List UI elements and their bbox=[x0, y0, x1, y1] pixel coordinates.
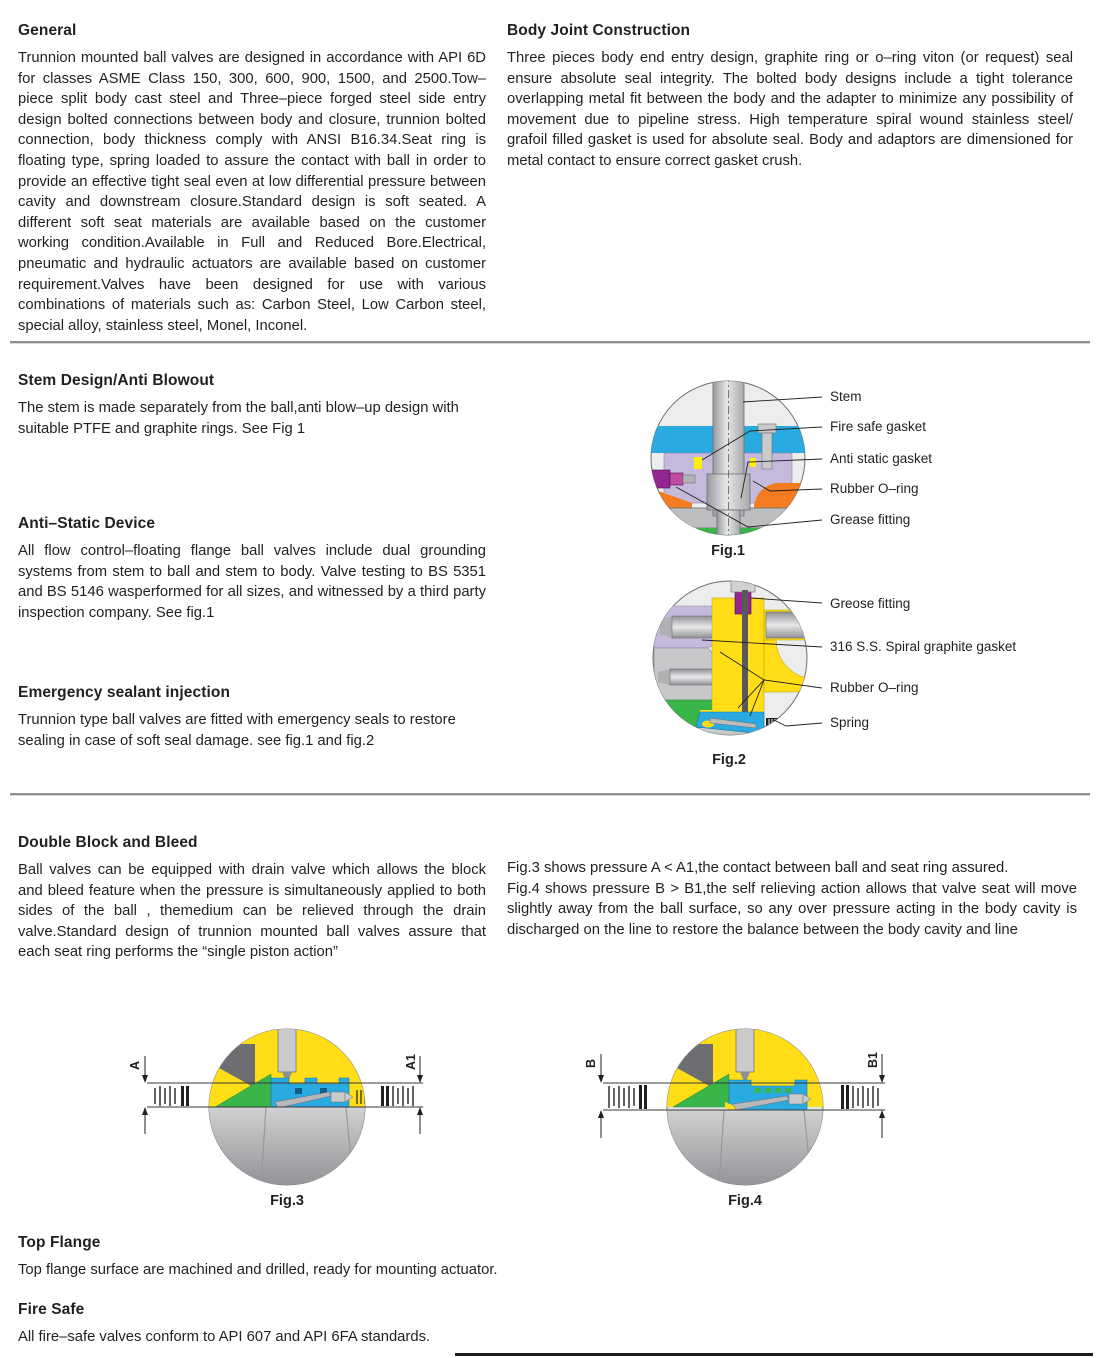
dbb-body-right-line2: Fig.4 shows pressure B > B1,the self relieving action allows that valve seat will move slightly away from the ball surface, so any over pressure acting in the body cavity is discharged on the line to restore the balance between the body cavity and line bbox=[507, 880, 1077, 938]
section-general bbox=[18, 22, 486, 336]
fig2-label-greose-fitting: Greose fitting bbox=[830, 596, 911, 611]
section-stem-design bbox=[18, 372, 478, 439]
general-heading: General bbox=[18, 22, 77, 39]
fig4-spring-hatch-left bbox=[609, 1085, 647, 1109]
dbb-heading: Double Block and Bleed bbox=[18, 834, 198, 851]
section-emergency-sealant bbox=[18, 684, 486, 751]
fig2-label-spiral-graphite-gasket: 316 S.S. Spiral graphite gasket bbox=[830, 639, 1017, 654]
fig3-stem bbox=[278, 1020, 296, 1072]
section-dbb-right bbox=[507, 858, 1077, 940]
general-body: Trunnion mounted ball valves are designed in accordance with API 6D for classes ASME Class 150, 300, 600, 900, 1500, and 2500.Tow–piece split body cast steel and Three–piece forged steel side entry design bolted connections between body and closure, trunnion bolted connection, body thickness comply with ANSI B16.34.Seat ring is floating type, spring loaded to assure the contact with ball in order to provide an effective tight seal even at low differential pressure between cavity and downstream closure.Standard design is soft seated. A different soft seat materials are available based on the customer working condition.Available in Full and Reduced Bore.Electrical, pneumatic and hydraulic actuators are available based on customer requirement.Valves have been designed for use with various combinations of materials such as: Carbon Steel, Low Carbon steel, special alloy, stainless steel, Monel, Inconel. bbox=[18, 50, 486, 334]
fig4-dim-B: B bbox=[584, 1058, 598, 1068]
fig2-seat-housing-yellow bbox=[712, 598, 764, 724]
fig2-bolt-head bbox=[766, 612, 808, 638]
body-joint-body: Three pieces body end entry design, graphite ring or o–ring viton (or request) seal ensure absolute seal integrity. The bolted body designs include a tight tolerance overlapping metal fit between the body and the adapter to minimize any possibility of movement due to pipeline stress. High temperature spiral wound stainless steel/ grafoil filled gasket is used for absolute seal. Body and adaptors are dimensioned for metal contact to ensure correct gasket crush. bbox=[507, 50, 1073, 169]
fig1-diagram bbox=[650, 374, 1090, 550]
fig3-diagram bbox=[115, 1018, 465, 1190]
divider-top bbox=[10, 341, 1090, 344]
top-flange-body: Top flange surface are machined and drilled, ready for mounting actuator. bbox=[18, 1262, 498, 1278]
fig4-spring-hatch-right bbox=[841, 1085, 878, 1109]
fig3-dim-A1: A1 bbox=[404, 1054, 418, 1070]
fig1-label-rubber-o-ring: Rubber O–ring bbox=[830, 481, 919, 496]
fig3-spring-hatch-right bbox=[381, 1086, 413, 1106]
divider-bottom bbox=[455, 1353, 1093, 1356]
fig4-stem bbox=[736, 1020, 754, 1072]
fig4-caption: Fig.4 bbox=[728, 1193, 762, 1209]
fire-safe-body: All fire–safe valves conform to API 607 and API 6FA standards. bbox=[18, 1329, 431, 1345]
anti-static-body: All flow control–floating flange ball valves include dual grounding systems from stem to ball and stem to body. Valve testing to BS 5351 and BS 5146 wasperformed for all sizes, and witnessed by a third party inspection company. See fig.1 bbox=[18, 543, 486, 621]
stem-design-body: The stem is made separately from the ball,anti blow–up design with suitable PTFE and graphite rings. See Fig 1 bbox=[18, 400, 459, 437]
fig1-grease-gland bbox=[652, 470, 670, 488]
dbb-body-right-line1: Fig.3 shows pressure A < A1,the contact between ball and seat ring assured. bbox=[507, 860, 1009, 876]
stem-design-heading: Stem Design/Anti Blowout bbox=[18, 372, 215, 389]
emergency-sealant-heading: Emergency sealant injection bbox=[18, 684, 231, 701]
fig3-spring-hatch-left bbox=[155, 1086, 189, 1106]
emergency-sealant-body: Trunnion type ball valves are fitted with emergency seals to restore sealing in case of soft seal damage. see fig.1 and fig.2 bbox=[18, 712, 456, 749]
section-dbb-left bbox=[18, 834, 486, 963]
fig4-dim-B1: B1 bbox=[866, 1052, 880, 1068]
fire-safe-heading: Fire Safe bbox=[18, 1301, 85, 1318]
fig3-ball-gray bbox=[207, 1107, 369, 1189]
fig1-label-fire-safe-gasket: Fire safe gasket bbox=[830, 419, 927, 434]
fig3-caption: Fig.3 bbox=[270, 1193, 304, 1209]
section-body-joint bbox=[507, 22, 1073, 172]
body-joint-heading: Body Joint Construction bbox=[507, 22, 691, 39]
section-top-flange bbox=[18, 1234, 718, 1281]
dbb-body-left: Ball valves can be equipped with drain valve which allows the block and bleed feature when the pressure is simultaneously applied to both sides of the ball , themedium can be relieved through the drain valve.Standard design of trunnion mounted ball valves assure that each seat ring performs the “single piston action” bbox=[18, 862, 486, 961]
divider-middle bbox=[10, 793, 1090, 796]
fig1-label-grease-fitting: Grease fitting bbox=[830, 512, 911, 527]
fig2-label-spring: Spring bbox=[830, 715, 870, 730]
section-fire-safe bbox=[18, 1301, 718, 1348]
section-anti-static bbox=[18, 515, 486, 623]
fig2-caption: Fig.2 bbox=[712, 752, 746, 768]
fig1-label-anti-static-gasket: Anti static gasket bbox=[830, 451, 933, 466]
fig2-diagram bbox=[650, 578, 1090, 746]
top-flange-heading: Top Flange bbox=[18, 1234, 101, 1251]
fig4-diagram bbox=[575, 1018, 925, 1190]
anti-static-heading: Anti–Static Device bbox=[18, 515, 156, 532]
fig4-ball-gray bbox=[665, 1110, 827, 1190]
fig1-label-stem: Stem bbox=[830, 389, 862, 404]
fig1-caption: Fig.1 bbox=[711, 543, 745, 559]
fig2-label-rubber-o-ring: Rubber O–ring bbox=[830, 680, 919, 695]
fig3-dim-A: A bbox=[128, 1060, 142, 1070]
